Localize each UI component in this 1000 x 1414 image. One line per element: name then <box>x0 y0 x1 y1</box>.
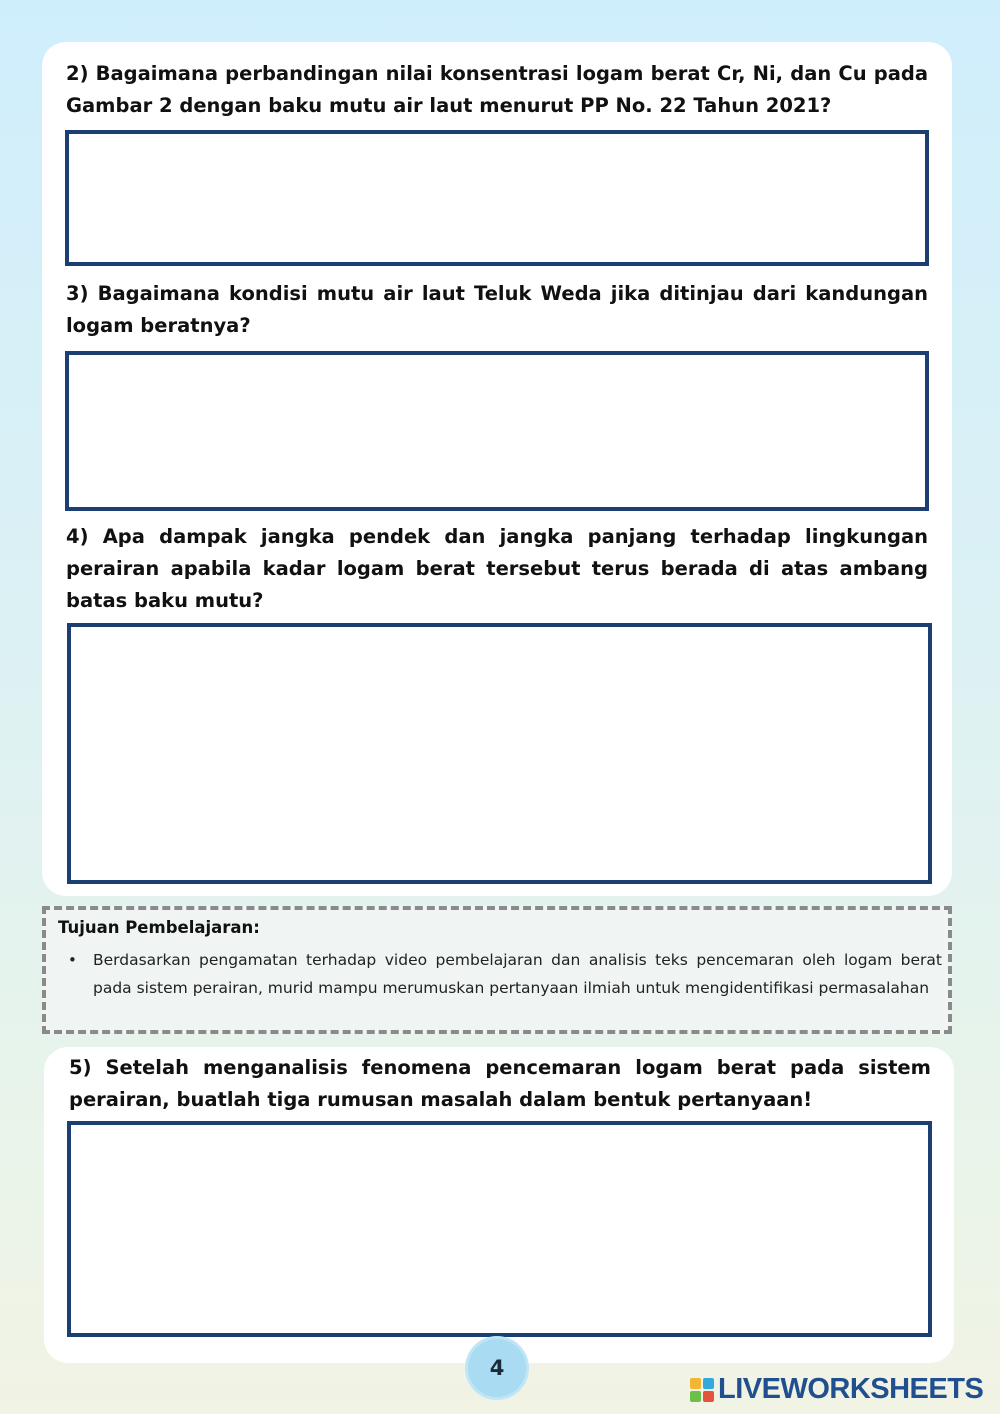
objectives-list <box>58 946 942 1002</box>
objectives-title: Tujuan Pembelajaran: <box>58 918 260 937</box>
question-4-text: Apa dampak jangka pendek dan jangka panjang terhadap lingkungan perairan apabila kadar logam berat tersebut terus berada di atas ambang batas baku mutu? <box>66 525 928 612</box>
question-5-number: 5) <box>69 1056 92 1079</box>
objective-item-text: Berdasarkan pengamatan terhadap video pembelajaran dan analisis teks pencemaran oleh logam berat pada sistem perairan, murid mampu merumuskan pertanyaan ilmiah untuk mengidentifikasi permasalahan <box>93 951 942 997</box>
question-3-text: Bagaimana kondisi mutu air laut Teluk Weda jika ditinjau dari kandungan logam beratnya? <box>66 282 929 337</box>
answer-box-2[interactable] <box>65 130 929 266</box>
question-5 <box>69 1052 931 1116</box>
brand-name: LIVEWORKSHEETS <box>718 1373 984 1405</box>
question-2 <box>66 58 928 122</box>
question-3 <box>66 278 928 342</box>
liveworksheets-brand[interactable] <box>690 1373 983 1406</box>
bullet-icon: • <box>68 951 77 969</box>
question-3-number: 3) <box>66 282 89 305</box>
question-4-number: 4) <box>66 525 89 548</box>
question-2-text: Bagaimana perbandingan nilai konsentrasi logam berat Cr, Ni, dan Cu pada Gambar 2 dengan baku mutu air laut menurut PP No. 22 Tahun 2021? <box>66 62 928 117</box>
objective-item <box>58 946 942 1002</box>
answer-box-3[interactable] <box>65 351 929 511</box>
learning-objectives <box>42 906 952 1034</box>
answer-box-5[interactable] <box>67 1121 932 1337</box>
question-5-text: Setelah menganalisis fenomena pencemaran logam berat pada sistem perairan, buatlah tiga rumusan masalah dalam bentuk pertanyaan! <box>69 1056 931 1111</box>
page-number-badge <box>468 1339 526 1397</box>
question-2-number: 2) <box>66 62 89 85</box>
question-4 <box>66 521 928 617</box>
page-number: 4 <box>489 1356 505 1380</box>
liveworksheets-logo-icon <box>690 1378 714 1402</box>
answer-box-4[interactable] <box>67 623 932 884</box>
